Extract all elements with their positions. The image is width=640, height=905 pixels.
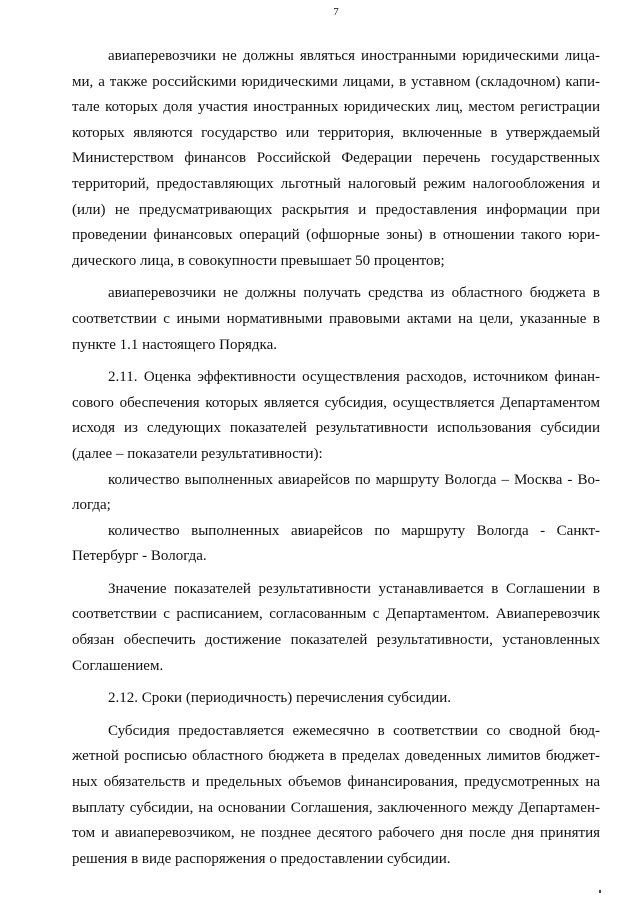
document-body xyxy=(72,44,600,872)
paragraph-section-2-12: 2.12. Сроки (периодичность) перечисления субсидии. xyxy=(108,690,452,707)
scan-speck xyxy=(599,890,601,893)
paragraph-no-other-funding-requirement: авиаперевозчики не должны получать средства из областного бюджета в соответствии с иными нормативными правовыми актами на цели, указанные в пункте 1.1 настоящего Порядка. xyxy=(72,285,600,353)
paragraph-indicator-spb-route: количество выполненных авиарейсов по маршруту Вологда - Санкт-Петербург - Вологда. xyxy=(72,522,600,565)
paragraph-subsidy-payment-terms: Субсидия предоставляется ежемесячно в соответствии со сводной бюджетной росписью областного бюджета в пределах доведенных лимитов бюджетных обязательств и предельных объемов финансирования, предусмотренных на выплату субсидии, на основании Соглашения, заключенного между Департаментом и авиаперевозчиком, не позднее десятого рабочего дня после дня принятия решения в виде распоряжения о предоставлении субсидии. xyxy=(72,722,600,867)
paragraph-indicator-moscow-route: количество выполненных авиарейсов по маршруту Вологда – Москва - Вологда; xyxy=(72,471,600,514)
paragraph-indicator-values: Значение показателей результативности устанавливается в Соглашении в соответствии с расписанием, согласованным с Департаментом. Авиаперевозчик обязан обеспечить достижение показателей результативности, установленных Соглашением. xyxy=(72,580,600,674)
page-number: 7 xyxy=(333,6,339,18)
paragraph-section-2-11: 2.11. Оценка эффективности осуществления расходов, источником финансового обеспечения которых является субсидия, осуществляется Департаментом исходя из следующих показателей результативности использования субсидии (далее – показатели результативности): xyxy=(72,369,600,462)
paragraph-foreign-ownership-requirement: авиаперевозчики не должны являться иностранными юридическими лицами, а также российскими юридическими лицами, в уставном (складочном) капитале которых доля участия иностранных юридических лиц, местом регистрации которых являются государство или территория, включенные в утверждаемый Министерством финансов Российской Федерации перечень государственных территорий, предоставляющих льготный налоговый режим налогообложения и (или) не предусматривающих раскрытия и предоставления информации при проведении финансовых операций (офшорные зоны) в отношении такого юридического лица, в совокупности превышает 50 процентов; xyxy=(72,48,600,269)
